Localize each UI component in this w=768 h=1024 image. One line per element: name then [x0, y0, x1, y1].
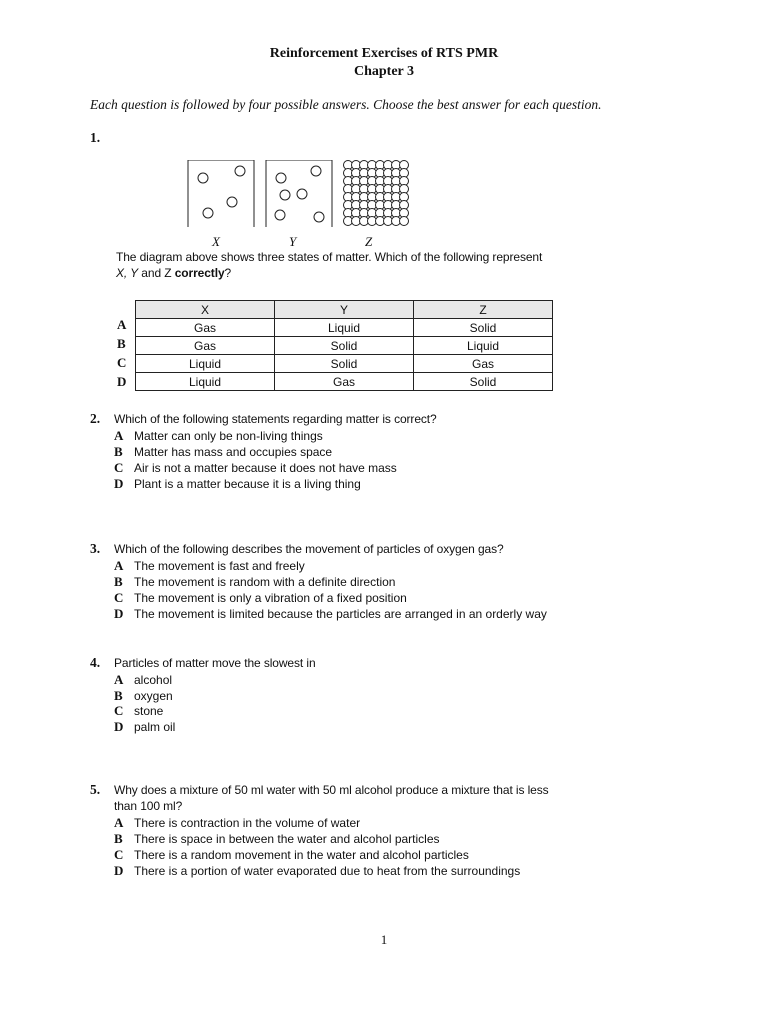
- table-cell: Solid: [414, 373, 553, 391]
- table-row-letter-b: B: [117, 336, 126, 351]
- question-2-option-b[interactable]: [114, 444, 332, 460]
- diagram-box-x: [186, 160, 256, 228]
- table-cell: Solid: [275, 355, 414, 373]
- question-1-text-line2: [116, 266, 231, 280]
- question-5-option-b[interactable]: [114, 831, 440, 847]
- table-cell: Liquid: [414, 337, 553, 355]
- option-text: The movement is only a vibration of a fixed position: [134, 591, 407, 605]
- option-letter: A: [114, 428, 124, 443]
- question-2-number: 2.: [90, 411, 101, 426]
- question-4-option-a[interactable]: [114, 672, 172, 688]
- table-cell: Solid: [275, 337, 414, 355]
- table-cell: Solid: [414, 319, 553, 337]
- question-5-option-c[interactable]: [114, 847, 469, 863]
- diagram-label-x: X: [212, 234, 220, 249]
- question-5-option-d[interactable]: [114, 863, 520, 879]
- table-row-letter-d: D: [117, 374, 127, 389]
- question-3-option-c[interactable]: [114, 590, 407, 606]
- option-letter: C: [114, 590, 124, 605]
- option-text: oxygen: [134, 689, 173, 703]
- option-letter: B: [114, 444, 123, 459]
- question-1-number: 1.: [90, 130, 101, 145]
- diagram-box-z: [342, 160, 410, 228]
- option-letter: D: [114, 606, 124, 621]
- table-cell: Gas: [275, 373, 414, 391]
- option-text: Plant is a matter because it is a living thing: [134, 477, 361, 491]
- option-letter: D: [114, 719, 124, 734]
- table-header-x: X: [136, 301, 275, 319]
- option-text: palm oil: [134, 720, 176, 734]
- question-4-number: 4.: [90, 655, 101, 670]
- option-text: There is a random movement in the water and alcohol particles: [134, 848, 469, 862]
- table-cell: Gas: [414, 355, 553, 373]
- table-cell: Liquid: [275, 319, 414, 337]
- option-text: There is space in between the water and alcohol particles: [134, 832, 440, 846]
- diagram-label-z: Z: [365, 234, 373, 249]
- question-1-correctly: correctly: [174, 266, 225, 280]
- option-letter: B: [114, 688, 123, 703]
- option-text: alcohol: [134, 673, 173, 687]
- question-2-option-d[interactable]: [114, 476, 361, 492]
- question-1-and-z: and Z: [138, 266, 175, 280]
- question-4-option-c[interactable]: [114, 703, 163, 719]
- option-text: The movement is random with a definite direction: [134, 575, 396, 589]
- option-letter: C: [114, 847, 124, 862]
- states-of-matter-diagram: [186, 160, 412, 230]
- question-3-option-a[interactable]: [114, 558, 305, 574]
- question-3-number: 3.: [90, 541, 101, 556]
- option-letter: C: [114, 460, 124, 475]
- question-2-text: Which of the following statements regarding matter is correct?: [114, 412, 437, 426]
- question-4-option-b[interactable]: [114, 688, 173, 704]
- question-5-number: 5.: [90, 782, 101, 797]
- question-3-text: Which of the following describes the movement of particles of oxygen gas?: [114, 542, 504, 556]
- table-cell: Liquid: [136, 373, 275, 391]
- table-cell: Gas: [136, 337, 275, 355]
- option-text: stone: [134, 704, 164, 718]
- question-4-option-d[interactable]: [114, 719, 175, 735]
- question-2-option-a[interactable]: [114, 428, 323, 444]
- diagram-box-y: [264, 160, 334, 228]
- question-5-text-line2: than 100 ml?: [114, 799, 183, 813]
- table-cell: Liquid: [136, 355, 275, 373]
- option-letter: A: [114, 558, 124, 573]
- question-1-answer-table: [135, 300, 553, 391]
- diagram-label-y: Y: [289, 234, 297, 249]
- table-row: [136, 319, 553, 337]
- question-1-text-line1: The diagram above shows three states of matter. Which of the following represent: [116, 250, 543, 264]
- option-letter: B: [114, 831, 123, 846]
- instructions: Each question is followed by four possible answers. Choose the best answer for each question.: [90, 97, 602, 112]
- table-row: [136, 337, 553, 355]
- option-text: Matter has mass and occupies space: [134, 445, 333, 459]
- option-letter: B: [114, 574, 123, 589]
- chapter-heading: Chapter 3: [353, 64, 415, 79]
- option-text: Matter can only be non-living things: [134, 429, 323, 443]
- table-cell: Gas: [136, 319, 275, 337]
- question-3-option-d[interactable]: [114, 606, 547, 622]
- option-letter: D: [114, 863, 124, 878]
- table-row-letter-a: A: [117, 317, 127, 332]
- option-text: Air is not a matter because it does not have mass: [134, 461, 397, 475]
- table-row-letter-c: C: [117, 355, 127, 370]
- option-text: There is a portion of water evaporated due to heat from the surroundings: [134, 864, 521, 878]
- question-4-text: Particles of matter move the slowest in: [114, 656, 316, 670]
- table-row: [136, 355, 553, 373]
- option-text: There is contraction in the volume of water: [134, 816, 361, 830]
- question-3-option-b[interactable]: [114, 574, 395, 590]
- option-text: The movement is limited because the particles are arranged in an orderly way: [134, 607, 547, 621]
- option-text: The movement is fast and freely: [134, 559, 305, 573]
- question-5-text-line1: Why does a mixture of 50 ml water with 50 ml alcohol produce a mixture that is less: [114, 783, 549, 797]
- option-letter: A: [114, 815, 124, 830]
- option-letter: D: [114, 476, 124, 491]
- question-1-qmark: ?: [224, 266, 232, 280]
- table-header-row: [136, 301, 553, 319]
- table-header-z: Z: [414, 301, 553, 319]
- page-number: 1: [380, 932, 388, 947]
- document-title: Reinforcement Exercises of RTS PMR: [269, 46, 499, 61]
- option-letter: A: [114, 672, 124, 687]
- question-5-option-a[interactable]: [114, 815, 360, 831]
- question-2-option-c[interactable]: [114, 460, 397, 476]
- table-row: [136, 373, 553, 391]
- option-letter: C: [114, 703, 124, 718]
- question-1-xy: X, Y: [116, 266, 139, 280]
- table-header-y: Y: [275, 301, 414, 319]
